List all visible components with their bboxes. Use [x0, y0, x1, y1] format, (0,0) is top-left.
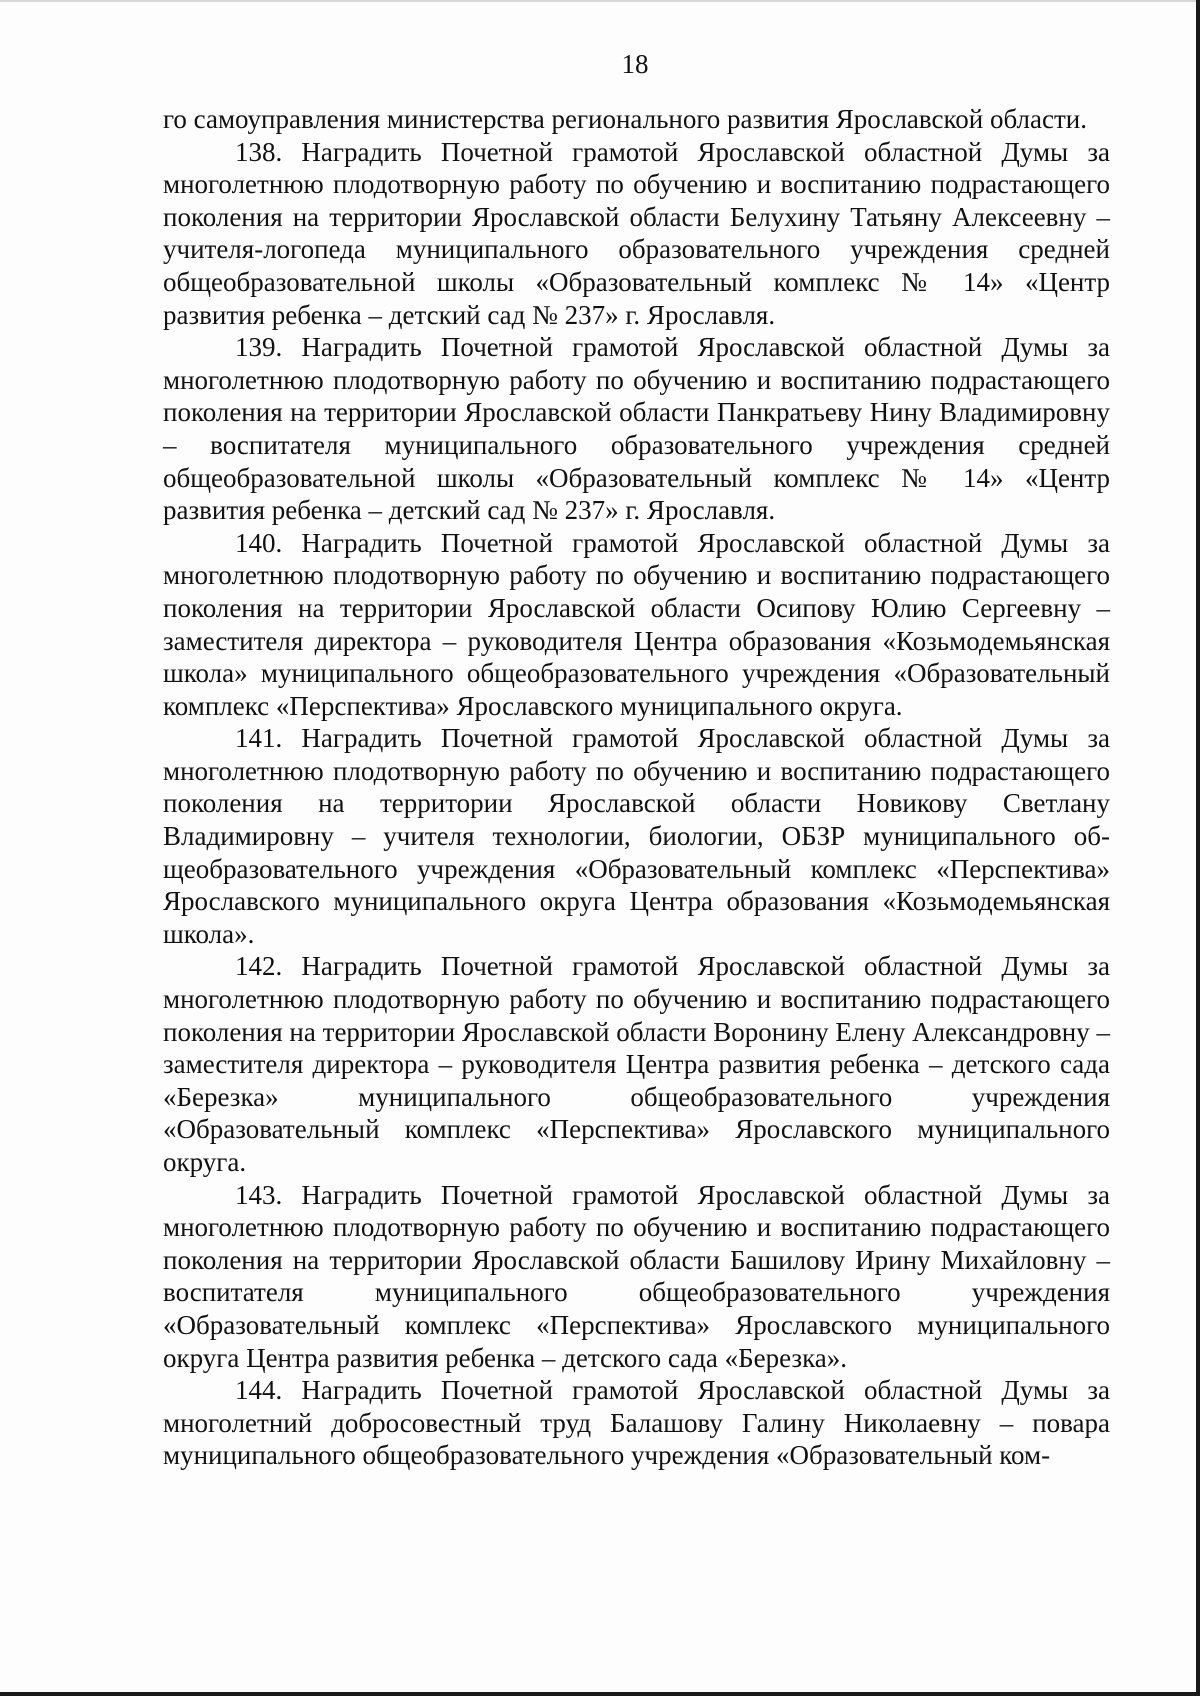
paragraph-item-142: 142. Наградить Почетной грамотой Ярославской областной Думы за многолетнюю плодотворную работу по обучению и воспитанию подрастающего поколения на территории Ярославской области Воронину Елену Александровну – заместителя директора – руководителя Центра развития ребенка – детского сада «Березка» муниципального общеобразовательного учреждения «Образовательный комплекс «Перспектива» Ярославского муниципального округа. [163, 951, 1110, 1177]
paragraph-item-143: 143. Наградить Почетной грамотой Ярославской областной Думы за многолетнюю плодотворную работу по обучению и воспитанию подрастающего поколения на территории Ярославской области Башилову Ирину Михайловну – воспитателя муниципального общеобразовательного учреждения «Образовательный комплекс «Перспектива» Ярославского муниципального округа Центра развития ребенка – детского сада «Березка». [163, 1179, 1110, 1373]
page-number: 18 [621, 49, 649, 79]
paragraph-continuation: го самоуправления министерства регионального развития Ярославской области. [163, 104, 1087, 134]
scan-edge-right [1196, 0, 1200, 1696]
scan-edge-top [0, 0, 1200, 2]
paragraph-item-144: 144. Наградить Почетной грамотой Ярославской областной Думы за многолетний добросовестный труд Балашову Галину Николаевну – повара муниципального общеобразовательного учреждения «Образовательный ком- [163, 1375, 1110, 1471]
paragraph-item-139: 139. Наградить Почетной грамотой Ярославской областной Думы за многолетнюю плодотворную работу по обучению и воспитанию подрастающего поколения на территории Ярославской области Панкратьеву Нину Владимировну – воспитателя муниципального образовательного учреждения средней общеобразовательной школы «Образовательный комплекс № 14» «Центр развития ребенка – детский сад № 237» г. Ярославля. [163, 332, 1110, 526]
document-body [163, 103, 1110, 1472]
paragraph-item-141: 141. Наградить Почетной грамотой Ярославской областной Думы за многолетнюю плодотворную работу по обучению и воспитанию подрастающего поколения на территории Ярославской области Новикову Светлану Владимировну – учителя технологии, биологии, ОБЗР муниципального общеобразовательного учреждения «Образовательный комплекс «Перспектива» Ярославского муниципального округа Центра образования «Козьмодемьянская школа». [163, 723, 1110, 949]
paragraph-item-138: 138. Наградить Почетной грамотой Ярославской областной Думы за многолетнюю плодотворную работу по обучению и воспитанию подрастающего поколения на территории Ярославской области Белухину Татьяну Алексеевну – учителя-логопеда муниципального образовательного учреждения средней общеобразовательной школы «Образовательный комплекс № 14» «Центр развития ребенка – детский сад № 237» г. Ярославля. [163, 136, 1110, 330]
paragraph-item-140: 140. Наградить Почетной грамотой Ярославской областной Думы за многолетнюю плодотворную работу по обучению и воспитанию подрастающего поколения на территории Ярославской области Осипову Юлию Сергеевну – заместителя директора – руководителя Центра образования «Козьмодемьянская школа» муниципального общеобразовательного учреждения «Образовательный комплекс «Перспектива» Ярославского муниципального округа. [163, 527, 1110, 721]
scan-edge-bottom [0, 1692, 1200, 1696]
